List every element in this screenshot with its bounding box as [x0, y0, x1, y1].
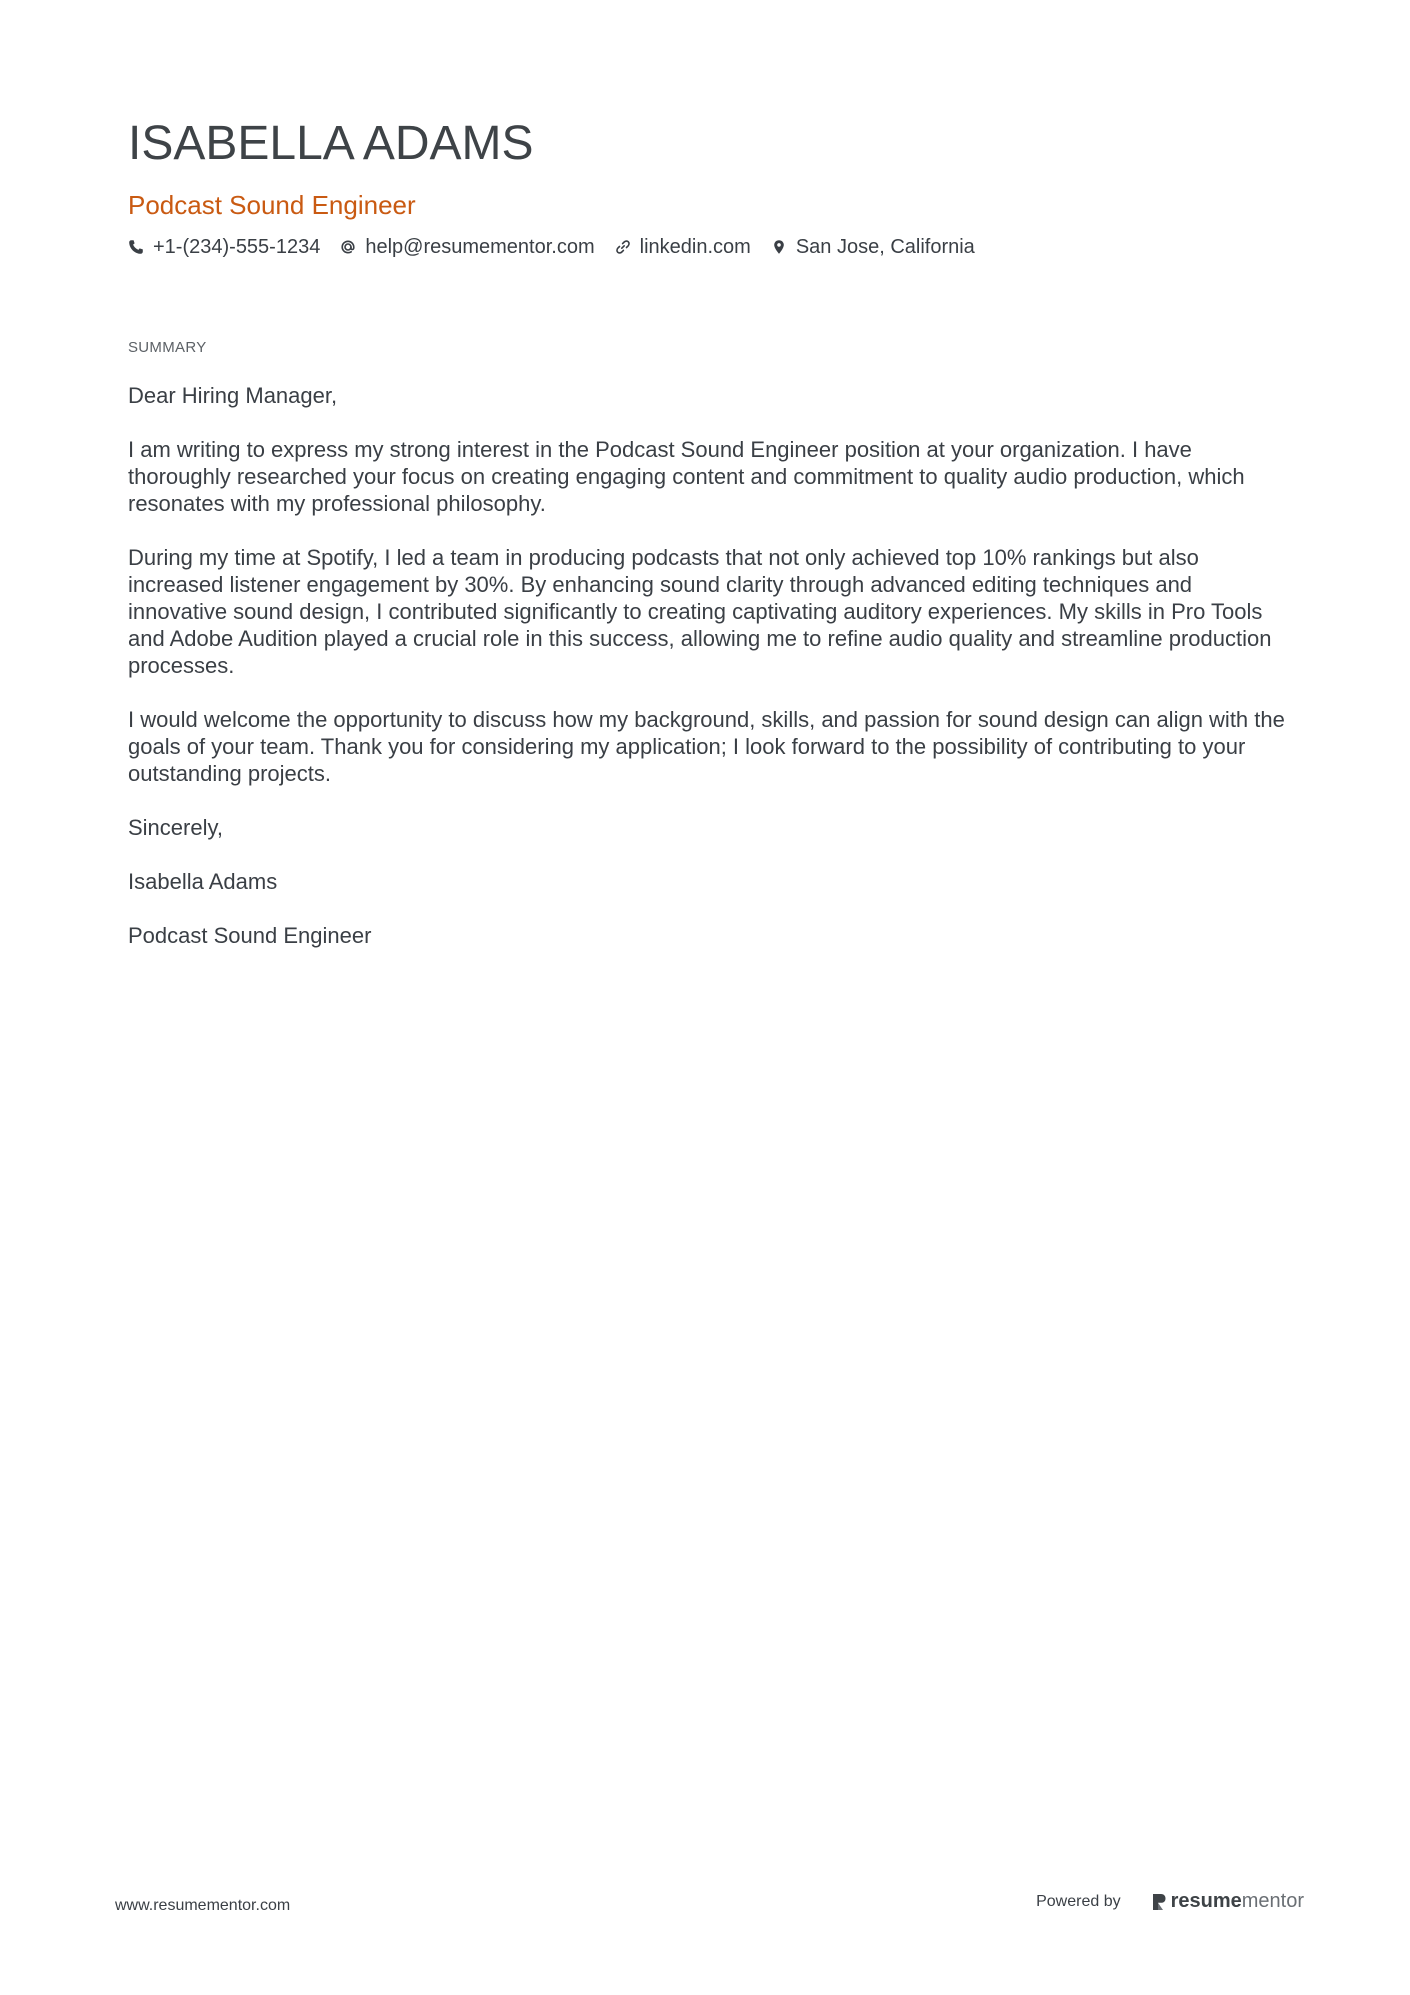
email-address[interactable]: help@resumementor.com — [365, 236, 595, 258]
footer-website[interactable]: www.resumementor.com — [115, 1897, 291, 1914]
at-icon — [340, 239, 356, 255]
letter-paragraph: I would welcome the opportunity to discuss how my background, skills, and passion for sound design can align with the goals of your team. Thank you for considering my application; I look forward to the possibility of contributing to your outstanding projects. — [128, 707, 1285, 786]
brand-text-mentor: mentor — [1241, 1890, 1304, 1912]
location-pin-icon — [771, 239, 787, 255]
candidate-name: ISABELLA ADAMS — [128, 117, 534, 170]
signature-title: Podcast Sound Engineer — [128, 923, 372, 948]
letter-paragraph: I am writing to express my strong interest in the Podcast Sound Engineer position at your organization. I have thoroughly researched your focus on creating engaging content and commitment to quality audio production, which resonates with my professional philosophy. — [128, 437, 1245, 516]
summary-section — [128, 338, 1288, 976]
link-icon — [615, 239, 631, 255]
footer-branding — [1036, 1890, 1304, 1913]
greeting: Dear Hiring Manager, — [128, 383, 338, 408]
contact-phone — [128, 234, 320, 260]
brand-logo[interactable] — [1151, 1890, 1304, 1913]
header — [128, 112, 1288, 260]
section-heading-summary: SUMMARY — [128, 339, 207, 356]
phone-number: +1-(234)-555-1234 — [153, 236, 321, 258]
job-title: Podcast Sound Engineer — [128, 190, 416, 220]
resumementor-logo-icon — [1151, 1892, 1167, 1912]
letter-paragraph: During my time at Spotify, I led a team in producing podcasts that not only achieved top 10% rankings but also increased listener engagement by 30%. By enhancing sound clarity through advanced editing techniques and innovative sound design, I contributed significantly to creating captivating auditory experiences. My skills in Pro Tools and Adobe Audition played a crucial role in this success, allowing me to refine audio quality and streamline production processes. — [128, 545, 1272, 678]
location-text: San Jose, California — [795, 236, 975, 258]
letter-body — [128, 382, 1288, 949]
brand-text-resume: resume — [1170, 1890, 1242, 1912]
contact-link[interactable] — [615, 234, 751, 260]
contact-location — [771, 234, 975, 260]
phone-icon — [128, 239, 144, 255]
signature-name: Isabella Adams — [128, 869, 278, 894]
contact-bar — [128, 234, 1288, 260]
closing: Sincerely, — [128, 815, 223, 840]
linkedin-link[interactable]: linkedin.com — [639, 236, 751, 258]
powered-by-label: Powered by — [1036, 1892, 1121, 1910]
contact-email[interactable] — [340, 234, 594, 260]
